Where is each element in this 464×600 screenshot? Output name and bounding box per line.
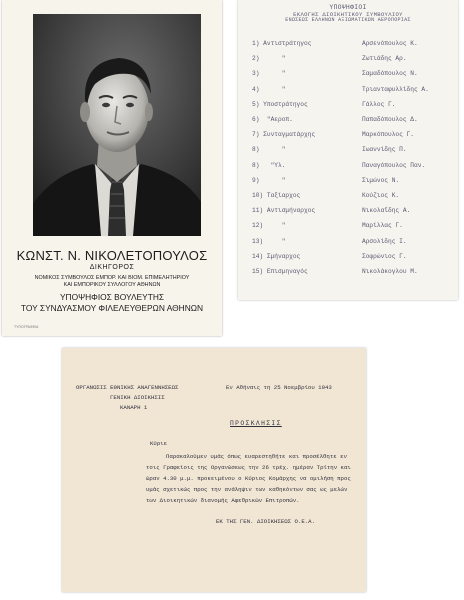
rank-cell: 12) " (252, 222, 286, 230)
name-cell: Νικολάκογλου Μ. (362, 268, 418, 275)
body-line: υμάς σχετικώς προς την ανάληψιν των καθηκόντων σας ως μελών (146, 486, 348, 493)
name-cell: Αρσενόπουλος Κ. (362, 40, 418, 47)
list-row (238, 101, 458, 111)
rank-cell: 9) " (252, 176, 286, 184)
list-row (238, 162, 458, 172)
name-cell: Παπαδόπουλος Δ. (362, 116, 418, 123)
list-row (238, 238, 458, 248)
name-cell: Τριανταφυλλίδης Α. (362, 85, 429, 93)
rank-cell: 8) "Υλ. (252, 161, 286, 169)
name-cell: Αρσολίδης Ι. (362, 237, 407, 245)
position-line: ΚΑΙ ΕΜΠΟΡΙΚΟΥ ΣΥΛΛΟΓΟΥ ΑΘΗΝΩΝ (63, 281, 161, 288)
org-line: ΓΕΝΙΚΗ ΔΙΟΙΚΗΣΙΣ (110, 394, 165, 401)
candidacy-line: ΥΠΟΨΗΦΙΟΣ ΒΟΥΛΕΥΤΗΣ (59, 292, 165, 302)
name-cell: Μαρκόπουλος Γ. (362, 131, 414, 139)
list-row (238, 207, 458, 217)
list-row (238, 55, 458, 65)
name-cell: Γάλλος Γ. (362, 100, 396, 108)
rank-cell: 8) " (252, 146, 286, 154)
body-line: Παρακαλούμεν υμάς όπως ευαρεστηθήτε και προσέλθητε εν (166, 453, 347, 460)
candidacy (2, 292, 222, 313)
body-line: των Διοικητικών διανομής Αφεθρικών Επιτροπών. (146, 497, 300, 504)
document-date: Εν Αθήναις τη 25 Νοεμβρίου 1943 (226, 384, 332, 391)
list-row (238, 116, 458, 126)
rank-cell: 6) "Αεροπ. (252, 116, 293, 123)
printer-mark: ΤΥΠΟΓΡΑΦΕΙΑ (14, 325, 39, 329)
list-row (238, 86, 458, 96)
name-cell: Ιωαννίδης Π. (362, 146, 407, 154)
list-heading: ΥΠΟΨΗΦΙΟΙ (329, 4, 367, 11)
candidate-profession: ΔΙΚΗΓΟΡΟΣ (89, 264, 135, 271)
list-row (238, 253, 458, 263)
portrait-image (33, 14, 201, 236)
name-cell: Σιμώνος Ν. (362, 176, 400, 184)
name-cell: Νικολαΐδης Α. (362, 207, 411, 215)
invitation-document (62, 348, 366, 592)
candidate-portrait (33, 14, 201, 236)
rank-cell: 7) Συνταγματάρχης (252, 131, 316, 139)
rank-cell: 15) Επισμηναγός (252, 268, 308, 275)
document-title: ΠΡΟΣΚΛΗΣΙΣ (230, 420, 282, 427)
list-row (238, 146, 458, 156)
name-cell: Σαμαδόπουλος Ν. (362, 70, 418, 78)
name-cell: Κούζιος Κ. (362, 192, 400, 199)
rank-cell: 4) " (252, 85, 286, 93)
rank-cell: 5) Υποστράτηγος (252, 100, 308, 108)
body-line: ώραν 4.30 μ.μ. προκειμένου ο Κύριος Κομάρχης να ομιλήση προς (146, 475, 351, 482)
name-cell: Παναγόπουλος Παν. (362, 161, 426, 169)
list-row (238, 177, 458, 187)
rank-cell: 10) Ταξίαρχος (252, 192, 301, 199)
org-line: ΚΑΝΑΡΗ 1 (120, 404, 148, 411)
rank-cell: 3) " (252, 70, 286, 78)
list-row (238, 192, 458, 202)
candidate-list-page (238, 0, 458, 300)
list-subheading: ΕΚΛΟΓΗΣ ΔΙΟΙΚΗΤΙΚΟΥ ΣΥΜΒΟΥΛΙΟΥ (293, 11, 403, 18)
name-cell: Μαρίλλας Γ. (362, 222, 403, 230)
candidacy-line: ΤΟΥ ΣΥΝΔΥΑΣΜΟΥ ΦΙΛΕΛΕΥΘΕΡΩΝ ΑΘΗΝΩΝ (20, 302, 204, 313)
rank-cell: 1) Αντιστράτηγος (252, 40, 312, 47)
candidate-leaflet (2, 0, 222, 336)
body-line: τοις Γραφείοις της Οργανώσεως την 26 τρέχ. ημέραν Τρίτην και (146, 464, 351, 471)
name-cell: Σοφρώνιος Γ. (362, 252, 407, 260)
signature: ΕΚ ΤΗΣ ΓΕΝ. ΔΙΟΙΚΗΣΕΩΣ Ο.Ε.Α. (216, 518, 315, 525)
salutation: Κύριε (150, 440, 168, 447)
rank-cell: 11) Αντισμήναρχος (252, 207, 316, 215)
list-row (238, 268, 458, 278)
list-row (238, 40, 458, 50)
org-line: ΟΡΓΑΝΩΣΙΣ ΕΘΝΙΚΗΣ ΑΝΑΓΕΝΝΗΣΕΩΣ (76, 384, 179, 391)
list-row (238, 131, 458, 141)
rank-cell: 13) " (252, 237, 286, 245)
list-subheading: ΕΝΩΣΕΩΣ ΕΛΛΗΝΩΝ ΑΞΙΩΜΑΤΙΚΩΝ ΑΕΡΟΠΟΡΙΑΣ (285, 17, 411, 23)
list-row (238, 222, 458, 232)
candidate-name: ΚΩΝΣΤ. Ν. ΝΙΚΟΛΕΤΟΠΟΥΛΟΣ (16, 248, 208, 263)
list-row (238, 70, 458, 80)
rank-cell: 2) " (252, 55, 286, 63)
candidate-positions (2, 275, 222, 288)
position-line: ΝΟΜΙΚΟΣ ΣΥΜΒΟΥΛΟΣ ΕΜΠΟΡ. ΚΑΙ ΒΙΟΜ. ΕΠΙΜΕΛΗΤΗΡΙΟΥ (34, 275, 190, 281)
name-cell: Ζωτιάδης Αρ. (362, 55, 407, 63)
rank-cell: 14) Σμήναρχος (252, 252, 301, 260)
